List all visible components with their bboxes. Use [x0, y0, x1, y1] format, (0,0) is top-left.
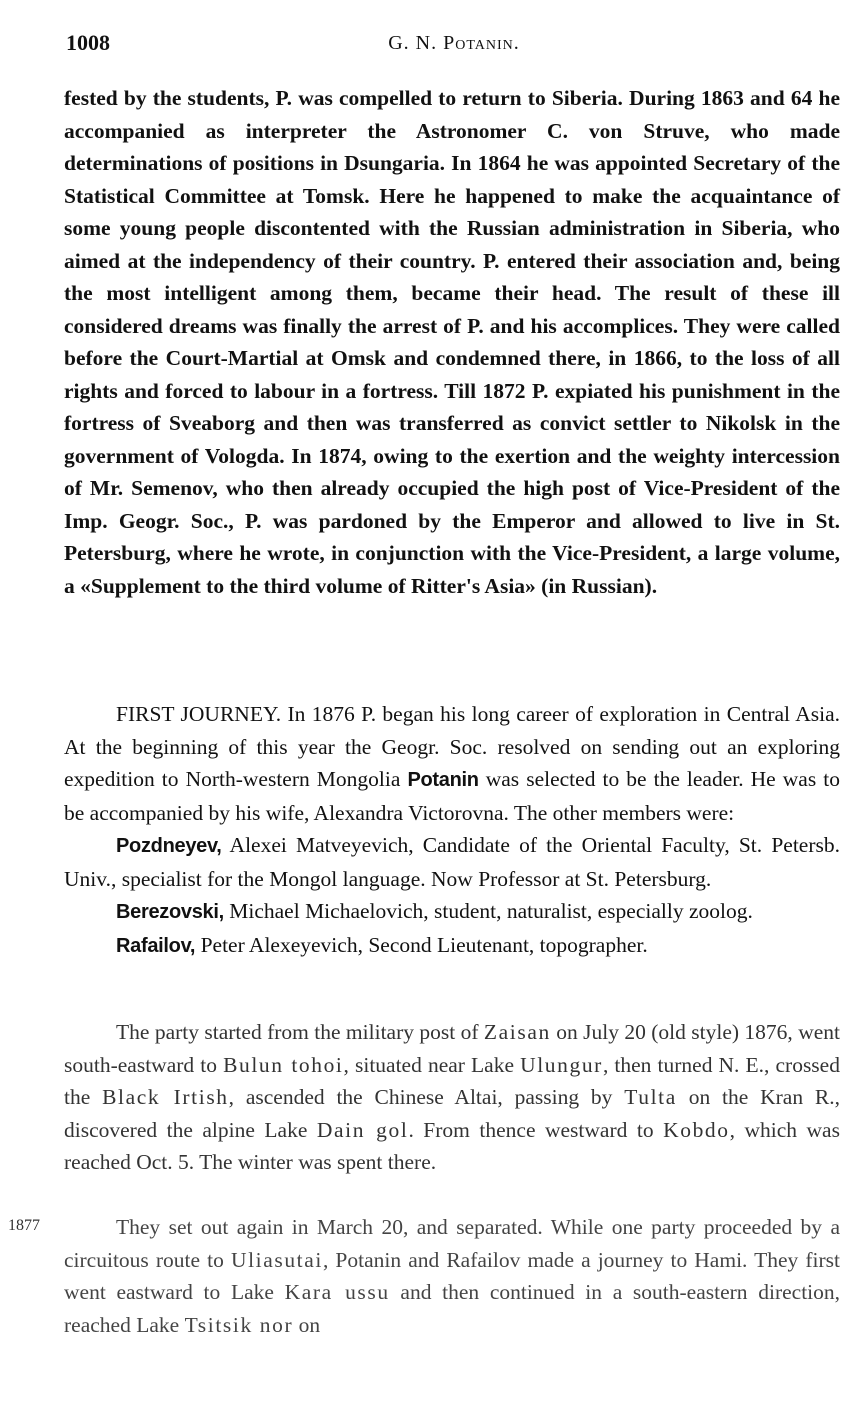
paragraph-biography: fested by the students, P. was compelled to return to Siberia. During 1863 and 64 he accompanied as interpreter the Astronomer C. von Struve, who made determinations of positions in Dsungaria. In 1864 he was appointed Secretary of the Statistical Committee at Tomsk. Here he happened to make the acquaintance of some young people discontented with the Russian administration in Siberia, who aimed at the independency of their country. P. entered their association and, being the most intelligent among them, became their head. The result of these ill considered dreams was finally the arrest of P. and his accomplices. They were called before the Court-Martial at Omsk and condemned there, in 1866, to the loss of all rights and forced to labour in a fortress. Till 1872 P. expiated his punishment in the fortress of Sveaborg and then was transferred as convict settler to Nikolsk in the government of Vologda. In 1874, owing to the exertion and the weighty intercession of Mr. Semenov, who then already occupied the high post of Vice-President of the Imp. Geogr. Soc., P. was pardoned by the Emperor and allowed to live in St. Petersburg, where he wrote, in conjunction with the Vice-President, a large volume, a «Supplement to the third volume of Ritter's Asia» (in Russian).: [64, 86, 840, 598]
place-name: Tsitsik nor: [184, 1312, 294, 1337]
place-name: Zaisan: [483, 1020, 551, 1044]
route-text: , which was reached Oct. 5. The winter was spent there.: [64, 1117, 840, 1174]
route-text: The party started from the military post of: [116, 1020, 484, 1044]
paragraph-route: [64, 1016, 840, 1179]
route-text: , Potanin and Rafailov made a journey to Hami. They first went eastward to Lake: [64, 1247, 840, 1304]
place-name: Ulungur: [520, 1052, 603, 1077]
biography-block: [64, 82, 840, 602]
page-number: 1008: [66, 30, 110, 55]
route-text: on July 20 (old style) 1876, went south-eastward to: [64, 1020, 840, 1077]
place-name: Uliasutai: [230, 1247, 323, 1272]
member-entry: [64, 829, 840, 895]
route-text: , discovered the alpine Lake: [64, 1085, 840, 1142]
member-description: Peter Alexeyevich, Second Lieutenant, topographer.: [195, 932, 648, 957]
route-text: and then continued in a south-eastern direction, reached Lake: [64, 1280, 841, 1337]
first-journey-text-a: FIRST JOURNEY. In 1876 P. began his long career of exploration in Central Asia. At the beginning of this year the Geogr. Soc. resolved on sending out an exploring expedition to North-western Mongolia: [64, 702, 840, 791]
member-entry: [64, 929, 840, 963]
page-header: [66, 30, 842, 60]
place-name: Black Irtish: [102, 1085, 229, 1109]
route-text: They set out again in March 20, and separated. While one party proceeded by a circuitous route to: [64, 1215, 840, 1272]
first-journey-block: [64, 698, 840, 962]
route-text: , ascended the Chinese Altai, passing by: [228, 1085, 625, 1109]
place-name: Kara ussu: [284, 1280, 390, 1304]
place-name: Kobdo: [663, 1117, 730, 1142]
member-name: Berezovski,: [116, 901, 224, 923]
margin-year-note: 1877: [8, 1217, 40, 1234]
journey-1877-block: [64, 1211, 840, 1341]
place-name: Dain gol: [316, 1117, 409, 1142]
leader-name: Potanin: [407, 769, 479, 791]
route-text: , then turned N. E., crossed the: [64, 1052, 840, 1109]
route-text: on the: [676, 1085, 761, 1109]
route-text: on: [293, 1312, 321, 1337]
place-name: Kran R.: [760, 1085, 835, 1109]
place-name: Bulun tohoi: [223, 1052, 344, 1077]
member-name: Rafailov,: [116, 934, 196, 957]
member-description: Alexei Matveyevich, Candidate of the Oriental Faculty, St. Petersb. Univ., specialist for the Mongol language. Now Professor at St. Petersburg.: [64, 833, 840, 891]
route-block: [64, 1016, 840, 1179]
route-text: . From thence westward to: [408, 1117, 664, 1142]
place-name: Tulta: [624, 1085, 677, 1109]
paragraph-1877: [64, 1211, 840, 1341]
member-name: Pozdneyev,: [116, 835, 222, 857]
member-description: Michael Michaelovich, student, naturalist, especially zoolog.: [223, 899, 753, 923]
paragraph-first-journey: [64, 698, 840, 829]
member-entry: [64, 895, 840, 929]
first-journey-text-b: was selected to be the leader. He was to be accompanied by his wife, Alexandra Victorovna. The other members were:: [64, 767, 840, 825]
route-text: , situated near Lake: [343, 1052, 521, 1077]
running-head: G. N. Potanin.: [388, 32, 520, 54]
